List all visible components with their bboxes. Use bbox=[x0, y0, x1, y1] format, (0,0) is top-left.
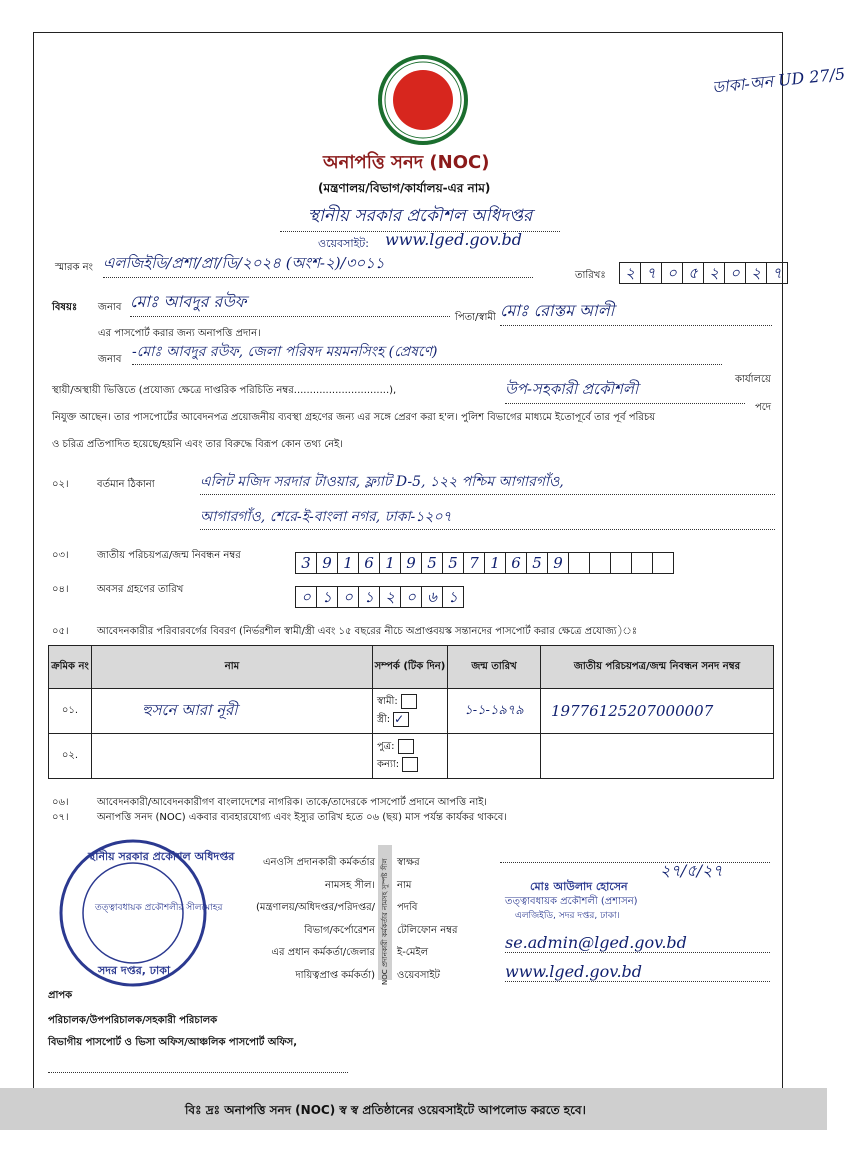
address-line-1: এলিট মজিদ সরদার টাওয়ার, ফ্ল্যাট D-5, ১২২ পশ্চিম আগারগাঁও, bbox=[200, 470, 775, 495]
rel-son-label: পুত্র: bbox=[377, 741, 395, 752]
digit-box: 5 bbox=[442, 552, 464, 574]
vertical-note: NOC প্রদানকারী কর্মকর্তার নামসহ সুস্পষ্ট সীল bbox=[381, 858, 389, 985]
stamp-bottom: সদর দপ্তর, ঢাকা bbox=[98, 964, 171, 977]
tenure-text: স্থায়ী/অস্থায়ী ভিত্তিতে (প্রযোজ্য ক্ষেত্রে দাপ্তরিক পরিচিতি নম্বর..............................), bbox=[52, 385, 397, 396]
signer-office: এলজিইডি, সদর দপ্তর, ঢাকা। bbox=[515, 911, 620, 921]
digit-box: 3 bbox=[295, 552, 317, 574]
authority-line: বিভাগ/কর্পোরেশন bbox=[304, 924, 375, 936]
digit-box bbox=[568, 552, 590, 574]
recipient-blank bbox=[48, 1072, 348, 1073]
authority-field-label: ই-মেইল bbox=[397, 947, 429, 958]
authority-field-label: টেলিফোন নম্বর bbox=[397, 924, 458, 936]
nid-label: জাতীয় পরিচয়পত্র/জন্ম নিবন্ধন নম্বর bbox=[97, 550, 241, 561]
digit-box: ০ bbox=[661, 262, 683, 284]
digit-box: ০ bbox=[724, 262, 746, 284]
office-suffix: কার্যালয়ে bbox=[735, 374, 771, 385]
digit-box: ১ bbox=[442, 586, 464, 608]
body-para1: নিযুক্ত আছেন। তার পাসপোর্টের আবেদনপত্র প্রয়োজনীয় ব্যবস্থা গ্রহণের জন্য এর সঙ্গে প্রেরণ করা হ'ল। পুলিশ বিভাগের মাধ্যমে ইতোপূর্বে তার পূর্ব পরিচয় bbox=[52, 412, 656, 423]
row-serial: ০১. bbox=[49, 689, 92, 734]
citizen-text: আবেদনকারী/আবেদনকারীগণ বাংলাদেশের নাগরিক। তাকে/তাদেরকে পাসপোর্ট প্রদানে আপত্তি নাই। bbox=[97, 797, 488, 808]
digit-box: 5 bbox=[526, 552, 548, 574]
authority-line: (মন্ত্রণালয়/অধিদপ্তর/পরিদপ্তর/ bbox=[255, 902, 375, 913]
husband-checkbox[interactable] bbox=[401, 694, 417, 709]
date-label: তারিখঃ bbox=[575, 270, 606, 281]
website-value-2: www.lged.gov.bd bbox=[505, 962, 770, 982]
employee-line: -মোঃ আবদুর রউফ, জেলা পরিষদ ময়মনসিংহ (প্রেষণে) bbox=[132, 340, 722, 365]
retire-boxes bbox=[296, 586, 464, 608]
item-07-number: ০৭। bbox=[52, 812, 69, 823]
email-value: se.admin@lged.gov.bd bbox=[505, 933, 770, 953]
col-name: নাম bbox=[92, 646, 373, 689]
row-name bbox=[92, 734, 373, 779]
subject-mr: জনাব bbox=[98, 302, 122, 313]
row-dob bbox=[448, 734, 541, 779]
date-boxes bbox=[620, 262, 788, 284]
ref-value: এলজিইডি/প্রশা/প্রা/ডি/২০২৪ (অংশ-২)/৩০১১ bbox=[103, 252, 533, 278]
item-05-number: ০৫। bbox=[52, 626, 69, 637]
subject-label: বিষয়ঃ bbox=[52, 302, 78, 313]
digit-box: 6 bbox=[358, 552, 380, 574]
row-name: হুসনে আরা নূরী bbox=[92, 689, 373, 734]
stamp-inner: তত্ত্বাবধায়ক প্রকৌশলীর সীলমোহর bbox=[95, 903, 223, 913]
digit-box: ৭ bbox=[766, 262, 788, 284]
item-02-number: ০২। bbox=[52, 479, 69, 490]
table-row bbox=[49, 689, 774, 734]
footer-note: বিঃ দ্রঃ অনাপত্তি সনদ (NOC) স্ব স্ব প্রতিষ্ঠানের ওয়েবসাইটে আপলোড করতে হবে। bbox=[185, 1103, 586, 1117]
signature-date: ২৭/৫/২৭ bbox=[660, 861, 723, 880]
family-table bbox=[48, 645, 774, 779]
footer-bar bbox=[0, 1088, 827, 1130]
rel-wife-label: স্ত্রী: bbox=[377, 714, 391, 725]
row-dob: ১-১-১৯৭৯ bbox=[448, 689, 541, 734]
row-nid bbox=[541, 734, 774, 779]
item-04-number: ০৪। bbox=[52, 584, 69, 595]
digit-box: ০ bbox=[295, 586, 317, 608]
digit-box: ০ bbox=[337, 586, 359, 608]
son-checkbox[interactable] bbox=[398, 739, 414, 754]
subject-purpose: এর পাসপোর্ট করার জন্য অনাপত্তি প্রদান। bbox=[98, 328, 261, 339]
digit-box: 1 bbox=[379, 552, 401, 574]
recipient-line1: পরিচালক/উপপরিচালক/সহকারী পরিচালক bbox=[48, 1015, 218, 1026]
digit-box: ৭ bbox=[640, 262, 662, 284]
authority-line: নামসহ সীল। bbox=[325, 879, 375, 891]
website-label: ওয়েবসাইট: bbox=[318, 237, 369, 250]
ref-label: স্মারক নং bbox=[55, 262, 93, 273]
authority-line: দায়িত্বপ্রাপ্ত কর্মকর্তা) bbox=[295, 969, 375, 981]
digit-box: 6 bbox=[505, 552, 527, 574]
address-line-2: আগারগাঁও, শেরে-ই-বাংলা নগর, ঢাকা-১২০৭ bbox=[200, 505, 775, 530]
digit-box: ২ bbox=[745, 262, 767, 284]
digit-box bbox=[652, 552, 674, 574]
item-06-number: ০৬। bbox=[52, 797, 69, 808]
office-name: স্থানীয় সরকার প্রকৌশল অধিদপ্তর bbox=[280, 203, 560, 232]
row-serial: ০২. bbox=[49, 734, 92, 779]
applicant-name: মোঃ আবদুর রউফ bbox=[130, 289, 450, 317]
digit-box: ৫ bbox=[682, 262, 704, 284]
digit-box: ০ bbox=[400, 586, 422, 608]
digit-box: 9 bbox=[547, 552, 569, 574]
digit-box: ৬ bbox=[421, 586, 443, 608]
col-serial: ক্রমিক নং bbox=[49, 646, 92, 689]
body-para2: ও চরিত্র প্রতিপাদিত হয়েছে/হয়নি এবং তার বিরুদ্ধে বিরূপ কোন তথ্য নেই। bbox=[52, 439, 343, 450]
document-title: অনাপত্তি সনদ (NOC) bbox=[323, 152, 490, 173]
digit-box: 5 bbox=[421, 552, 443, 574]
authority-line: এর প্রধান কর্মকর্তা/জেলার bbox=[271, 947, 375, 958]
digit-box: ১ bbox=[358, 586, 380, 608]
col-nid: জাতীয় পরিচয়পত্র/জন্ম নিবন্ধন সনদ নম্বর bbox=[541, 646, 774, 689]
stamp-text: স্থানীয় সরকার প্রকৌশল অধিদপ্তর bbox=[88, 850, 235, 863]
authority-field-label: পদবি bbox=[397, 902, 418, 913]
designation: উপ-সহকারী প্রকৌশলী bbox=[505, 378, 745, 404]
margin-note: ডাকা-অন UD 27/5 bbox=[711, 64, 847, 97]
col-dob: জন্ম তারিখ bbox=[448, 646, 541, 689]
digit-box: 1 bbox=[337, 552, 359, 574]
digit-box: 9 bbox=[400, 552, 422, 574]
recipient-line2: বিভাগীয় পাসপোর্ট ও ভিসা অফিস/আঞ্চলিক পাসপোর্ট অফিস, bbox=[48, 1037, 298, 1048]
retire-label: অবসর গ্রহণের তারিখ bbox=[97, 584, 184, 595]
body-mr: জনাব bbox=[98, 354, 122, 365]
signer-designation: তত্ত্বাবধায়ক প্রকৌশলী (প্রশাসন) bbox=[505, 896, 638, 907]
digit-box: ২ bbox=[619, 262, 641, 284]
digit-box: 9 bbox=[316, 552, 338, 574]
wife-checkbox[interactable]: ✓ bbox=[393, 712, 409, 727]
authority-line: এনওসি প্রদানকারী কর্মকর্তার bbox=[262, 857, 375, 868]
digit-box bbox=[610, 552, 632, 574]
address-label: বর্তমান ঠিকানা bbox=[97, 479, 155, 490]
authority-field-label: ওয়েবসাইট bbox=[397, 969, 440, 981]
rel-husband-label: স্বামী: bbox=[377, 696, 398, 707]
recipient-label: প্রাপক bbox=[48, 990, 73, 1001]
row-nid: 19776125207000007 bbox=[541, 689, 774, 734]
website-value: www.lged.gov.bd bbox=[385, 230, 523, 249]
father-name: মোঃ রোস্তম আলী bbox=[500, 298, 772, 326]
designation-suffix: পদে bbox=[755, 402, 772, 413]
father-label: পিতা/স্বামী bbox=[455, 312, 496, 323]
authority-field-label: স্বাক্ষর bbox=[397, 857, 420, 868]
authority-lines bbox=[240, 852, 375, 987]
digit-box bbox=[631, 552, 653, 574]
authority-fields bbox=[397, 852, 458, 987]
signature-line bbox=[500, 862, 770, 863]
authority-field-label: নাম bbox=[397, 879, 412, 891]
rel-daughter-label: কন্যা: bbox=[377, 759, 400, 770]
item-03-number: ০৩। bbox=[52, 550, 69, 561]
nid-boxes bbox=[296, 552, 674, 574]
validity-text: অনাপত্তি সনদ (NOC) একবার ব্যবহারযোগ্য এবং ইস্যুর তারিখ হতে ০৬ (ছয়) মাস পর্যন্ত কার্যকর থাকবে। bbox=[97, 812, 507, 823]
digit-box: 7 bbox=[463, 552, 485, 574]
digit-box: 1 bbox=[484, 552, 506, 574]
document-subtitle: (মন্ত্রণালয়/বিভাগ/কার্যালয়-এর নাম) bbox=[318, 181, 491, 195]
daughter-checkbox[interactable] bbox=[402, 757, 418, 772]
government-seal-logo bbox=[378, 55, 468, 145]
digit-box: ২ bbox=[379, 586, 401, 608]
col-relation: সম্পর্ক (টিক দিন) bbox=[373, 646, 448, 689]
signer-name: মোঃ আউলাদ হোসেন bbox=[530, 880, 628, 893]
digit-box: ২ bbox=[703, 262, 725, 284]
digit-box bbox=[589, 552, 611, 574]
table-row bbox=[49, 734, 774, 779]
family-label: আবেদনকারীর পরিবারবর্গের বিবরণ (নির্ভরশীল স্বামী/স্ত্রী এবং ১৫ বছরের নীচে অপ্রাপ্তবয়স্ক সন্তানদের পাসপোর্ট করার ক্ষেত্রে প্রযোজ্য)ঃ bbox=[97, 626, 638, 637]
digit-box: ১ bbox=[316, 586, 338, 608]
